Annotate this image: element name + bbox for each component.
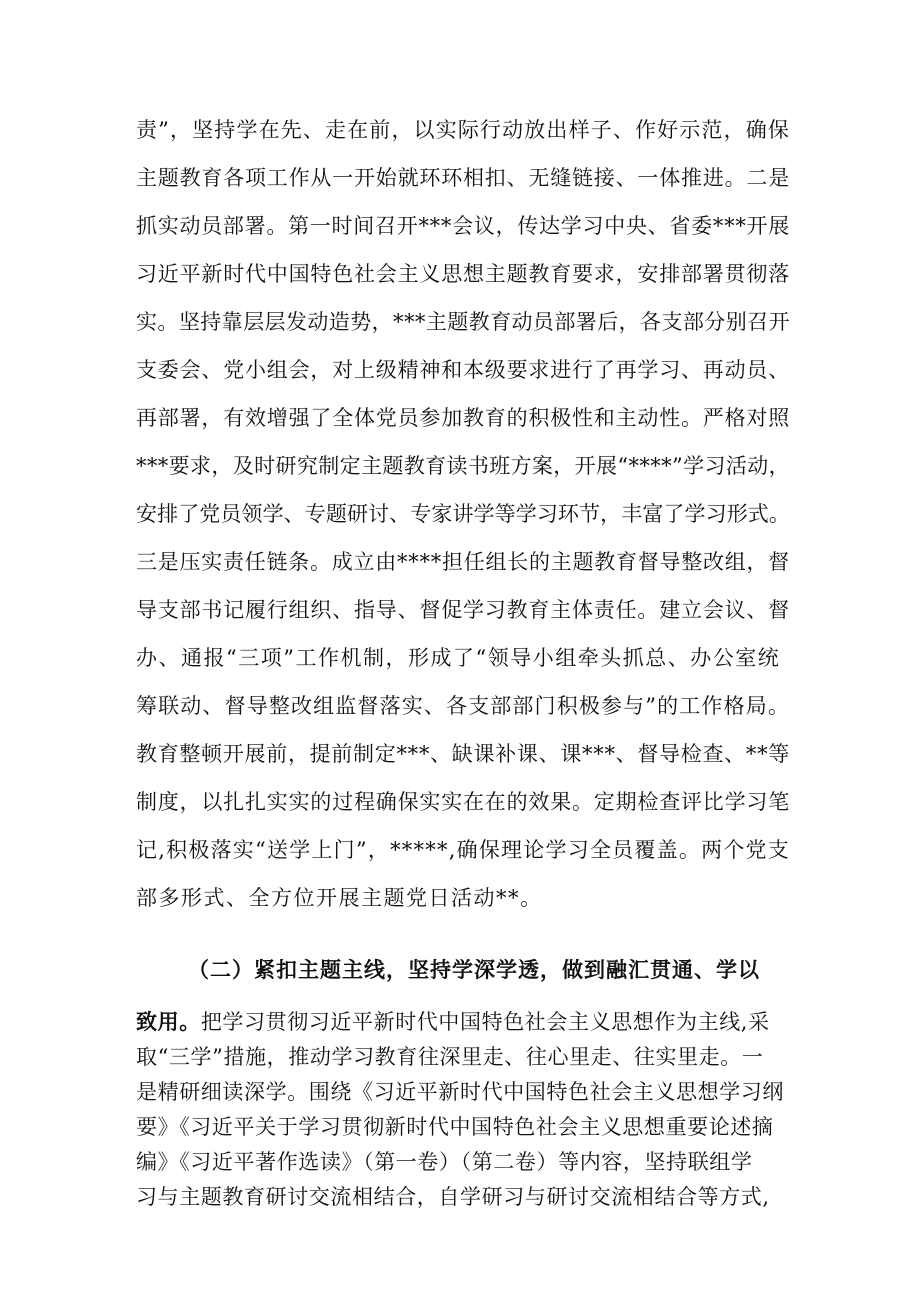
heading-continuation: 致用。 [136,1010,201,1034]
paragraph-line: 是精研细读深学。围绕《习近平新时代中国特色社会主义思想学习纲 [136,1080,784,1104]
paragraph-line: 取“三学”措施，推动学习教育往深里走、往心里走、往实里走。一 [136,1045,764,1069]
paragraph-line-text: 把学习贯彻习近平新时代中国特色社会主义思想作为主线,采 [200,1010,770,1034]
section-heading: （二）紧扣主题主线，坚持学深学透，做到融汇贯通、学以 [188,958,760,982]
paragraph-line: 编》《习近平著作选读》（第一卷）（第二卷）等内容，坚持联组学 [136,1150,753,1174]
paragraph-line: 三是压实责任链条。成立由****担任组长的主题教育督导整改组，督 [136,550,790,574]
paragraph-line: 办、通报“三项”工作机制，形成了“领导小组牵头抓总、办公室统 [136,646,781,670]
paragraph-line: 记,积极落实“送学上门”，*****,确保理论学习全员覆盖。两个党支 [136,838,790,862]
paragraph-line: ***要求，及时研究制定主题教育读书班方案，开展“****”学习活动， [136,454,790,478]
paragraph-first-line [136,1006,770,1036]
paragraph-line: 支委会、党小组会，对上级精神和本级要求进行了再学习、再动员、 [136,358,790,382]
paragraph-line: 导支部书记履行组织、指导、督促学习教育主体责任。建立会议、督 [136,598,790,622]
paragraph-line: 实。坚持靠层层发动造势，***主题教育动员部署后，各支部分别召开 [136,310,790,334]
paragraph-line: 责”，坚持学在先、走在前，以实际行动放出样子、作好示范，确保 [136,118,790,142]
paragraph-line: 再部署，有效增强了全体党员参加教育的积极性和主动性。严格对照 [136,406,790,430]
paragraph-line: 习与主题教育研讨交流相结合，自学研习与研讨交流相结合等方式, [136,1185,770,1209]
paragraph-line: 制度，以扎扎实实的过程确保实实在在的效果。定期检查评比学习笔 [136,790,790,814]
paragraph-line: 习近平新时代中国特色社会主义思想主题教育要求，安排部署贯彻落 [136,262,790,286]
paragraph-line: 主题教育各项工作从一开始就环环相扣、无缝链接、一体推进。二是 [136,166,790,190]
paragraph-line: 安排了党员领学、专题研讨、专家讲学等学习环节，丰富了学习形式。 [136,502,790,526]
paragraph-line: 部多形式、全方位开展主题党日活动**。 [136,886,543,910]
paragraph-line: 教育整顿开展前，提前制定***、缺课补课、课***、督导检查、**等 [136,742,790,766]
paragraph-line: 抓实动员部署。第一时间召开***会议，传达学习中央、省委***开展 [136,214,790,238]
paragraph-line: 筹联动、督导整改组监督落实、各支部部门积极参与”的工作格局。 [136,694,790,718]
paragraph-line: 要》《习近平关于学习贯彻新时代中国特色社会主义思想重要论述摘 [136,1115,774,1139]
